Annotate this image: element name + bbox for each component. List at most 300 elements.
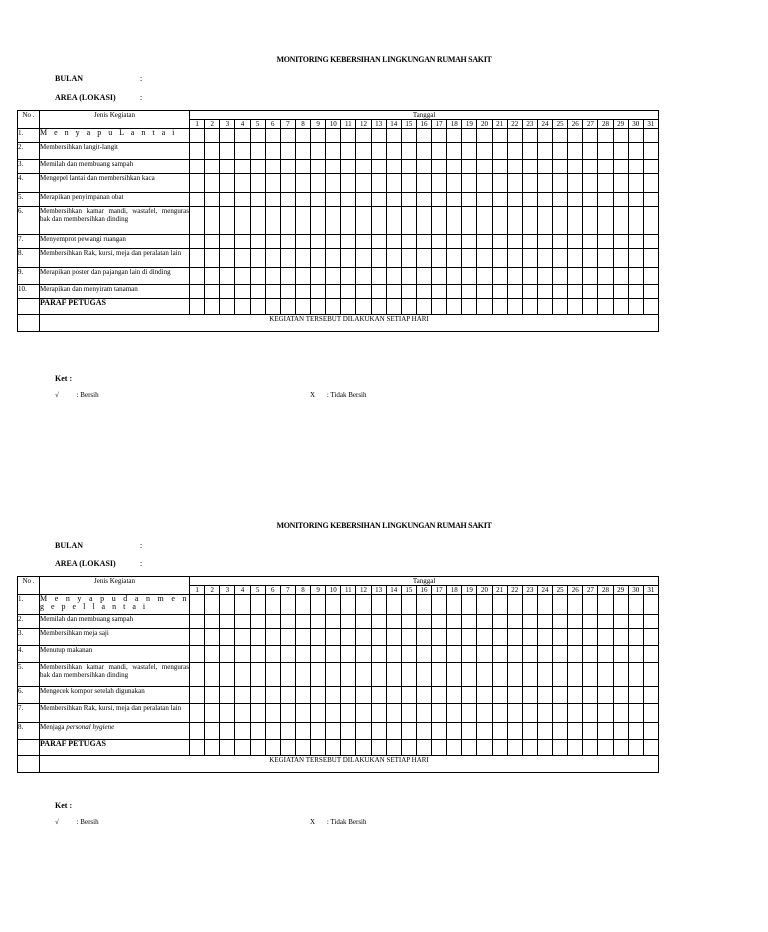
check-cell[interactable]	[295, 143, 310, 160]
check-cell[interactable]	[190, 646, 205, 663]
check-cell[interactable]	[386, 143, 401, 160]
check-cell[interactable]	[537, 629, 552, 646]
check-cell[interactable]	[295, 249, 310, 268]
check-cell[interactable]	[280, 595, 295, 615]
paraf-cell[interactable]	[613, 299, 628, 315]
check-cell[interactable]	[311, 160, 326, 174]
check-cell[interactable]	[326, 704, 341, 723]
check-cell[interactable]	[341, 174, 356, 193]
check-cell[interactable]	[432, 193, 447, 207]
check-cell[interactable]	[356, 193, 371, 207]
check-cell[interactable]	[341, 268, 356, 285]
check-cell[interactable]	[537, 646, 552, 663]
check-cell[interactable]	[628, 615, 643, 629]
check-cell[interactable]	[507, 704, 522, 723]
check-cell[interactable]	[341, 129, 356, 143]
check-cell[interactable]	[583, 704, 598, 723]
check-cell[interactable]	[416, 174, 431, 193]
check-cell[interactable]	[643, 646, 658, 663]
check-cell[interactable]	[386, 687, 401, 704]
paraf-cell[interactable]	[356, 740, 371, 756]
check-cell[interactable]	[326, 687, 341, 704]
paraf-cell[interactable]	[553, 740, 568, 756]
check-cell[interactable]	[462, 249, 477, 268]
check-cell[interactable]	[507, 663, 522, 687]
check-cell[interactable]	[190, 723, 205, 740]
check-cell[interactable]	[205, 207, 220, 235]
check-cell[interactable]	[220, 143, 235, 160]
check-cell[interactable]	[628, 174, 643, 193]
check-cell[interactable]	[432, 615, 447, 629]
check-cell[interactable]	[447, 687, 462, 704]
check-cell[interactable]	[553, 235, 568, 249]
check-cell[interactable]	[598, 143, 613, 160]
paraf-cell[interactable]	[371, 299, 386, 315]
paraf-cell[interactable]	[537, 299, 552, 315]
check-cell[interactable]	[447, 595, 462, 615]
check-cell[interactable]	[598, 723, 613, 740]
check-cell[interactable]	[477, 207, 492, 235]
check-cell[interactable]	[235, 193, 250, 207]
check-cell[interactable]	[295, 129, 310, 143]
paraf-cell[interactable]	[583, 299, 598, 315]
check-cell[interactable]	[205, 160, 220, 174]
check-cell[interactable]	[280, 723, 295, 740]
check-cell[interactable]	[568, 129, 583, 143]
check-cell[interactable]	[401, 285, 416, 299]
check-cell[interactable]	[492, 285, 507, 299]
check-cell[interactable]	[295, 268, 310, 285]
check-cell[interactable]	[643, 207, 658, 235]
check-cell[interactable]	[386, 249, 401, 268]
check-cell[interactable]	[432, 129, 447, 143]
check-cell[interactable]	[462, 235, 477, 249]
check-cell[interactable]	[190, 249, 205, 268]
paraf-cell[interactable]	[447, 299, 462, 315]
check-cell[interactable]	[220, 629, 235, 646]
check-cell[interactable]	[250, 268, 265, 285]
check-cell[interactable]	[371, 663, 386, 687]
check-cell[interactable]	[507, 174, 522, 193]
check-cell[interactable]	[598, 663, 613, 687]
check-cell[interactable]	[583, 268, 598, 285]
check-cell[interactable]	[341, 646, 356, 663]
check-cell[interactable]	[386, 207, 401, 235]
check-cell[interactable]	[250, 143, 265, 160]
check-cell[interactable]	[371, 629, 386, 646]
check-cell[interactable]	[643, 249, 658, 268]
check-cell[interactable]	[341, 249, 356, 268]
check-cell[interactable]	[628, 629, 643, 646]
check-cell[interactable]	[220, 704, 235, 723]
check-cell[interactable]	[220, 663, 235, 687]
check-cell[interactable]	[492, 160, 507, 174]
check-cell[interactable]	[311, 615, 326, 629]
check-cell[interactable]	[628, 249, 643, 268]
check-cell[interactable]	[401, 143, 416, 160]
check-cell[interactable]	[386, 595, 401, 615]
paraf-cell[interactable]	[326, 299, 341, 315]
check-cell[interactable]	[522, 249, 537, 268]
check-cell[interactable]	[235, 615, 250, 629]
check-cell[interactable]	[598, 629, 613, 646]
check-cell[interactable]	[537, 595, 552, 615]
check-cell[interactable]	[522, 646, 537, 663]
check-cell[interactable]	[507, 285, 522, 299]
check-cell[interactable]	[205, 704, 220, 723]
paraf-cell[interactable]	[386, 740, 401, 756]
check-cell[interactable]	[280, 143, 295, 160]
check-cell[interactable]	[205, 285, 220, 299]
check-cell[interactable]	[280, 129, 295, 143]
check-cell[interactable]	[447, 160, 462, 174]
check-cell[interactable]	[628, 193, 643, 207]
check-cell[interactable]	[311, 268, 326, 285]
check-cell[interactable]	[628, 129, 643, 143]
check-cell[interactable]	[553, 268, 568, 285]
paraf-cell[interactable]	[235, 740, 250, 756]
check-cell[interactable]	[326, 629, 341, 646]
check-cell[interactable]	[447, 129, 462, 143]
check-cell[interactable]	[568, 723, 583, 740]
check-cell[interactable]	[295, 235, 310, 249]
check-cell[interactable]	[492, 687, 507, 704]
check-cell[interactable]	[386, 723, 401, 740]
check-cell[interactable]	[280, 646, 295, 663]
check-cell[interactable]	[447, 615, 462, 629]
check-cell[interactable]	[250, 663, 265, 687]
check-cell[interactable]	[371, 207, 386, 235]
check-cell[interactable]	[235, 704, 250, 723]
check-cell[interactable]	[220, 615, 235, 629]
check-cell[interactable]	[553, 723, 568, 740]
check-cell[interactable]	[311, 207, 326, 235]
check-cell[interactable]	[462, 268, 477, 285]
check-cell[interactable]	[492, 235, 507, 249]
check-cell[interactable]	[462, 629, 477, 646]
check-cell[interactable]	[613, 207, 628, 235]
check-cell[interactable]	[295, 207, 310, 235]
check-cell[interactable]	[235, 268, 250, 285]
paraf-cell[interactable]	[553, 299, 568, 315]
check-cell[interactable]	[326, 143, 341, 160]
check-cell[interactable]	[416, 615, 431, 629]
check-cell[interactable]	[553, 595, 568, 615]
paraf-cell[interactable]	[507, 740, 522, 756]
check-cell[interactable]	[598, 704, 613, 723]
check-cell[interactable]	[386, 235, 401, 249]
check-cell[interactable]	[220, 268, 235, 285]
check-cell[interactable]	[401, 174, 416, 193]
check-cell[interactable]	[613, 129, 628, 143]
check-cell[interactable]	[311, 285, 326, 299]
check-cell[interactable]	[522, 174, 537, 193]
paraf-cell[interactable]	[401, 740, 416, 756]
check-cell[interactable]	[356, 160, 371, 174]
check-cell[interactable]	[205, 595, 220, 615]
check-cell[interactable]	[356, 687, 371, 704]
check-cell[interactable]	[265, 235, 280, 249]
check-cell[interactable]	[190, 193, 205, 207]
check-cell[interactable]	[341, 687, 356, 704]
check-cell[interactable]	[326, 285, 341, 299]
check-cell[interactable]	[477, 629, 492, 646]
check-cell[interactable]	[280, 174, 295, 193]
check-cell[interactable]	[295, 193, 310, 207]
check-cell[interactable]	[250, 646, 265, 663]
check-cell[interactable]	[447, 285, 462, 299]
check-cell[interactable]	[341, 193, 356, 207]
check-cell[interactable]	[643, 663, 658, 687]
check-cell[interactable]	[462, 160, 477, 174]
check-cell[interactable]	[356, 235, 371, 249]
check-cell[interactable]	[522, 615, 537, 629]
check-cell[interactable]	[265, 723, 280, 740]
check-cell[interactable]	[613, 687, 628, 704]
check-cell[interactable]	[401, 160, 416, 174]
check-cell[interactable]	[598, 268, 613, 285]
check-cell[interactable]	[416, 207, 431, 235]
check-cell[interactable]	[583, 143, 598, 160]
check-cell[interactable]	[416, 687, 431, 704]
check-cell[interactable]	[477, 160, 492, 174]
check-cell[interactable]	[326, 595, 341, 615]
paraf-cell[interactable]	[477, 299, 492, 315]
check-cell[interactable]	[522, 595, 537, 615]
check-cell[interactable]	[613, 646, 628, 663]
check-cell[interactable]	[432, 646, 447, 663]
paraf-cell[interactable]	[295, 299, 310, 315]
paraf-cell[interactable]	[613, 740, 628, 756]
check-cell[interactable]	[265, 193, 280, 207]
check-cell[interactable]	[386, 160, 401, 174]
check-cell[interactable]	[356, 704, 371, 723]
check-cell[interactable]	[553, 285, 568, 299]
check-cell[interactable]	[205, 235, 220, 249]
check-cell[interactable]	[553, 646, 568, 663]
check-cell[interactable]	[190, 704, 205, 723]
check-cell[interactable]	[537, 249, 552, 268]
paraf-cell[interactable]	[643, 740, 658, 756]
check-cell[interactable]	[447, 143, 462, 160]
check-cell[interactable]	[416, 595, 431, 615]
check-cell[interactable]	[643, 268, 658, 285]
check-cell[interactable]	[432, 595, 447, 615]
check-cell[interactable]	[432, 160, 447, 174]
check-cell[interactable]	[553, 207, 568, 235]
check-cell[interactable]	[280, 687, 295, 704]
check-cell[interactable]	[416, 663, 431, 687]
check-cell[interactable]	[190, 235, 205, 249]
check-cell[interactable]	[628, 160, 643, 174]
check-cell[interactable]	[492, 615, 507, 629]
check-cell[interactable]	[643, 723, 658, 740]
check-cell[interactable]	[356, 129, 371, 143]
check-cell[interactable]	[326, 160, 341, 174]
check-cell[interactable]	[235, 595, 250, 615]
check-cell[interactable]	[583, 629, 598, 646]
check-cell[interactable]	[326, 193, 341, 207]
check-cell[interactable]	[280, 193, 295, 207]
check-cell[interactable]	[326, 129, 341, 143]
check-cell[interactable]	[371, 174, 386, 193]
check-cell[interactable]	[250, 285, 265, 299]
check-cell[interactable]	[416, 235, 431, 249]
check-cell[interactable]	[386, 646, 401, 663]
check-cell[interactable]	[568, 646, 583, 663]
check-cell[interactable]	[583, 174, 598, 193]
check-cell[interactable]	[386, 193, 401, 207]
check-cell[interactable]	[235, 160, 250, 174]
check-cell[interactable]	[265, 174, 280, 193]
paraf-cell[interactable]	[356, 299, 371, 315]
check-cell[interactable]	[416, 704, 431, 723]
check-cell[interactable]	[265, 143, 280, 160]
check-cell[interactable]	[311, 704, 326, 723]
check-cell[interactable]	[401, 235, 416, 249]
check-cell[interactable]	[356, 629, 371, 646]
check-cell[interactable]	[598, 235, 613, 249]
check-cell[interactable]	[250, 615, 265, 629]
check-cell[interactable]	[356, 615, 371, 629]
check-cell[interactable]	[341, 143, 356, 160]
check-cell[interactable]	[371, 143, 386, 160]
check-cell[interactable]	[568, 249, 583, 268]
check-cell[interactable]	[643, 235, 658, 249]
check-cell[interactable]	[643, 704, 658, 723]
check-cell[interactable]	[341, 663, 356, 687]
check-cell[interactable]	[205, 193, 220, 207]
check-cell[interactable]	[401, 193, 416, 207]
paraf-cell[interactable]	[401, 299, 416, 315]
check-cell[interactable]	[462, 143, 477, 160]
check-cell[interactable]	[583, 193, 598, 207]
check-cell[interactable]	[401, 207, 416, 235]
check-cell[interactable]	[341, 615, 356, 629]
check-cell[interactable]	[250, 704, 265, 723]
check-cell[interactable]	[190, 595, 205, 615]
check-cell[interactable]	[507, 723, 522, 740]
paraf-cell[interactable]	[190, 740, 205, 756]
check-cell[interactable]	[295, 663, 310, 687]
check-cell[interactable]	[598, 207, 613, 235]
check-cell[interactable]	[462, 174, 477, 193]
check-cell[interactable]	[432, 629, 447, 646]
check-cell[interactable]	[507, 193, 522, 207]
paraf-cell[interactable]	[432, 740, 447, 756]
check-cell[interactable]	[235, 207, 250, 235]
check-cell[interactable]	[280, 235, 295, 249]
check-cell[interactable]	[447, 663, 462, 687]
check-cell[interactable]	[537, 143, 552, 160]
check-cell[interactable]	[462, 704, 477, 723]
check-cell[interactable]	[537, 235, 552, 249]
check-cell[interactable]	[205, 646, 220, 663]
check-cell[interactable]	[568, 268, 583, 285]
paraf-cell[interactable]	[220, 299, 235, 315]
check-cell[interactable]	[220, 249, 235, 268]
paraf-cell[interactable]	[507, 299, 522, 315]
check-cell[interactable]	[537, 193, 552, 207]
check-cell[interactable]	[568, 615, 583, 629]
check-cell[interactable]	[401, 646, 416, 663]
check-cell[interactable]	[265, 687, 280, 704]
check-cell[interactable]	[613, 235, 628, 249]
check-cell[interactable]	[598, 595, 613, 615]
check-cell[interactable]	[386, 268, 401, 285]
check-cell[interactable]	[326, 723, 341, 740]
check-cell[interactable]	[235, 687, 250, 704]
check-cell[interactable]	[220, 687, 235, 704]
check-cell[interactable]	[583, 285, 598, 299]
check-cell[interactable]	[295, 174, 310, 193]
check-cell[interactable]	[265, 629, 280, 646]
check-cell[interactable]	[416, 629, 431, 646]
check-cell[interactable]	[356, 249, 371, 268]
check-cell[interactable]	[568, 629, 583, 646]
check-cell[interactable]	[295, 629, 310, 646]
check-cell[interactable]	[371, 235, 386, 249]
check-cell[interactable]	[205, 143, 220, 160]
check-cell[interactable]	[295, 285, 310, 299]
check-cell[interactable]	[537, 268, 552, 285]
check-cell[interactable]	[265, 249, 280, 268]
check-cell[interactable]	[462, 663, 477, 687]
paraf-cell[interactable]	[341, 740, 356, 756]
check-cell[interactable]	[235, 663, 250, 687]
check-cell[interactable]	[447, 249, 462, 268]
check-cell[interactable]	[643, 193, 658, 207]
check-cell[interactable]	[416, 723, 431, 740]
check-cell[interactable]	[235, 285, 250, 299]
check-cell[interactable]	[583, 615, 598, 629]
check-cell[interactable]	[568, 235, 583, 249]
check-cell[interactable]	[295, 160, 310, 174]
check-cell[interactable]	[432, 207, 447, 235]
check-cell[interactable]	[598, 285, 613, 299]
check-cell[interactable]	[250, 687, 265, 704]
check-cell[interactable]	[507, 160, 522, 174]
check-cell[interactable]	[190, 629, 205, 646]
paraf-cell[interactable]	[462, 740, 477, 756]
paraf-cell[interactable]	[295, 740, 310, 756]
check-cell[interactable]	[568, 207, 583, 235]
check-cell[interactable]	[613, 268, 628, 285]
check-cell[interactable]	[190, 615, 205, 629]
check-cell[interactable]	[326, 663, 341, 687]
check-cell[interactable]	[462, 687, 477, 704]
check-cell[interactable]	[583, 723, 598, 740]
check-cell[interactable]	[462, 646, 477, 663]
check-cell[interactable]	[235, 646, 250, 663]
check-cell[interactable]	[628, 646, 643, 663]
check-cell[interactable]	[553, 663, 568, 687]
check-cell[interactable]	[432, 143, 447, 160]
check-cell[interactable]	[220, 129, 235, 143]
check-cell[interactable]	[583, 249, 598, 268]
check-cell[interactable]	[401, 723, 416, 740]
check-cell[interactable]	[628, 687, 643, 704]
check-cell[interactable]	[341, 595, 356, 615]
check-cell[interactable]	[371, 285, 386, 299]
check-cell[interactable]	[341, 160, 356, 174]
check-cell[interactable]	[522, 235, 537, 249]
check-cell[interactable]	[416, 160, 431, 174]
check-cell[interactable]	[371, 723, 386, 740]
check-cell[interactable]	[311, 629, 326, 646]
check-cell[interactable]	[326, 646, 341, 663]
check-cell[interactable]	[311, 143, 326, 160]
